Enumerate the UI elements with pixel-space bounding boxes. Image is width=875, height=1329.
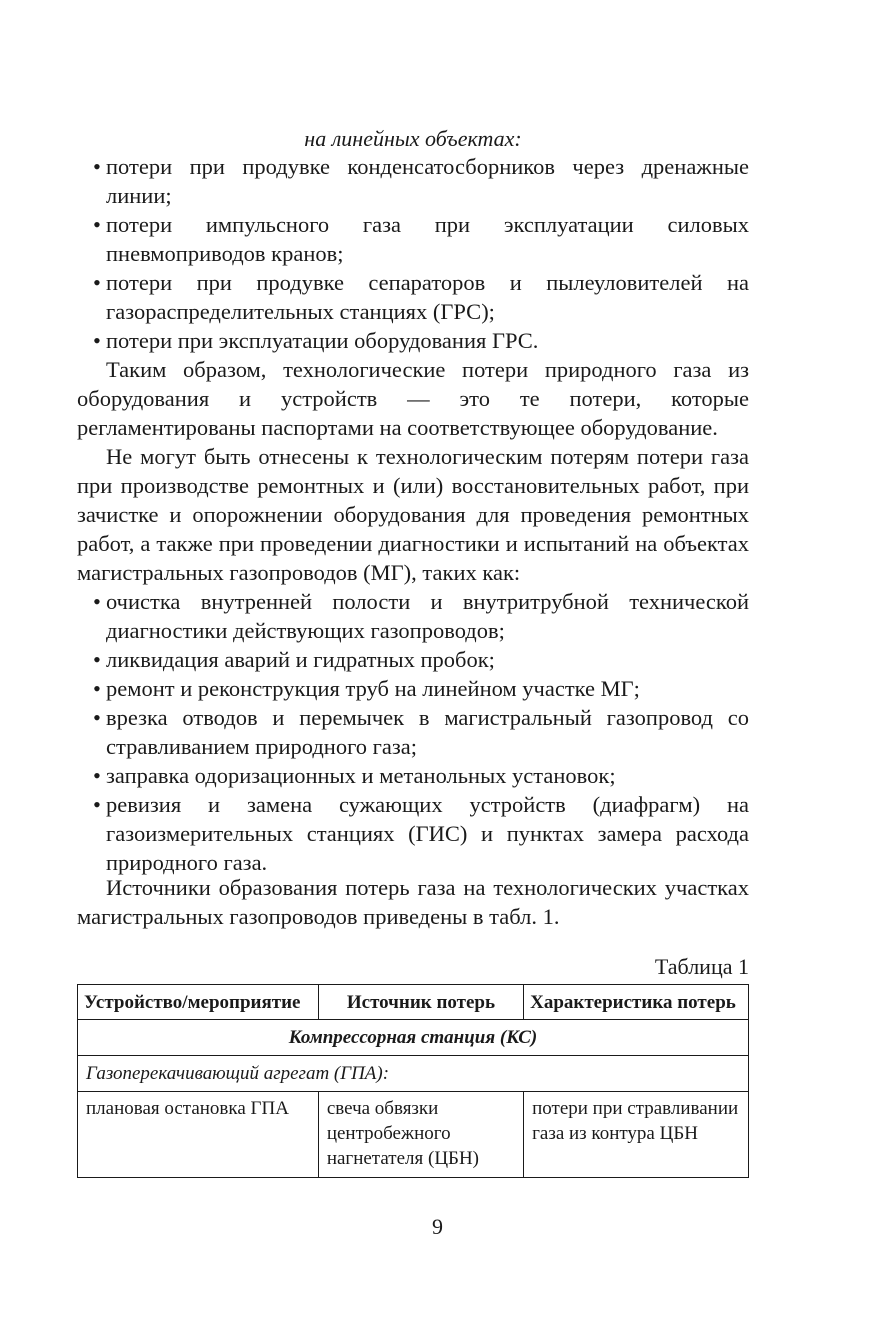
paragraph-1: Таким образом, технологические потери природного газа из оборудования и устройств — это те потери, которые регламентированы паспортами на соответствующее оборудование. [77, 357, 749, 440]
subsection-title: Газоперекачивающий агрегат (ГПА): [78, 1056, 749, 1092]
table-row [78, 1092, 749, 1178]
list-item: • ремонт и реконструкция труб на линейном участке МГ; [77, 674, 749, 703]
table-subsection-row [78, 1056, 749, 1092]
column-header: Устройство/мероприятие [78, 985, 319, 1020]
list-item: • потери при продувке конденсатосборников через дренажные линии; [77, 152, 749, 210]
list-item: • потери при продувке сепараторов и пылеуловителей на газораспределительных станциях (ГРС); [77, 268, 749, 326]
list-item: • ревизия и замена сужающих устройств (диафрагм) на газоизмерительных станциях (ГИС) и пунктах замера расхода природного газа. [77, 790, 749, 877]
list-item: • потери импульсного газа при эксплуатации силовых пневмоприводов кранов; [77, 210, 749, 268]
section-title: Компрессорная станция (КС) [78, 1020, 749, 1056]
table-caption: Таблица 1 [654, 954, 749, 979]
table-cell: потери при стравливании газа из контура ЦБН [524, 1092, 749, 1178]
list-item: • очистка внутренней полости и внутритрубной технической диагностики действующих газопроводов; [77, 587, 749, 645]
list-item: • ликвидация аварий и гидратных пробок; [77, 645, 749, 674]
list-item: • потери при эксплуатации оборудования ГРС. [77, 326, 749, 355]
table-header-row [78, 985, 749, 1020]
losses-table [77, 984, 749, 1178]
list-item: • врезка отводов и перемычек в магистральный газопровод со стравливанием природного газа; [77, 703, 749, 761]
bullet-list-linear [77, 152, 749, 355]
column-header: Характеристика потерь [524, 985, 749, 1020]
table-cell: свеча обвязки центробежного нагнетателя (ЦБН) [318, 1092, 523, 1178]
column-header: Источник потерь [318, 985, 523, 1020]
paragraph-3: Источники образования потерь газа на технологических участках магистральных газопроводов приведены в табл. 1. [77, 875, 749, 929]
paragraph-2: Не могут быть отнесены к технологическим потерям потери газа при производстве ремонтных и (или) восстановительных работ, при зачистке и опорожнении оборудования для проведения ремонтных работ, а также при проведении диагностики и испытаний на объектах магистральных газопроводов (МГ), таких как: [77, 444, 749, 585]
table-cell: плановая остановка ГПА [78, 1092, 319, 1178]
page-number: 9 [432, 1214, 443, 1239]
bullet-list-not-counted [77, 587, 749, 877]
list-item: • заправка одоризационных и метанольных установок; [77, 761, 749, 790]
table-section-row [78, 1020, 749, 1056]
subheading: на линейных объектах: [304, 126, 522, 151]
